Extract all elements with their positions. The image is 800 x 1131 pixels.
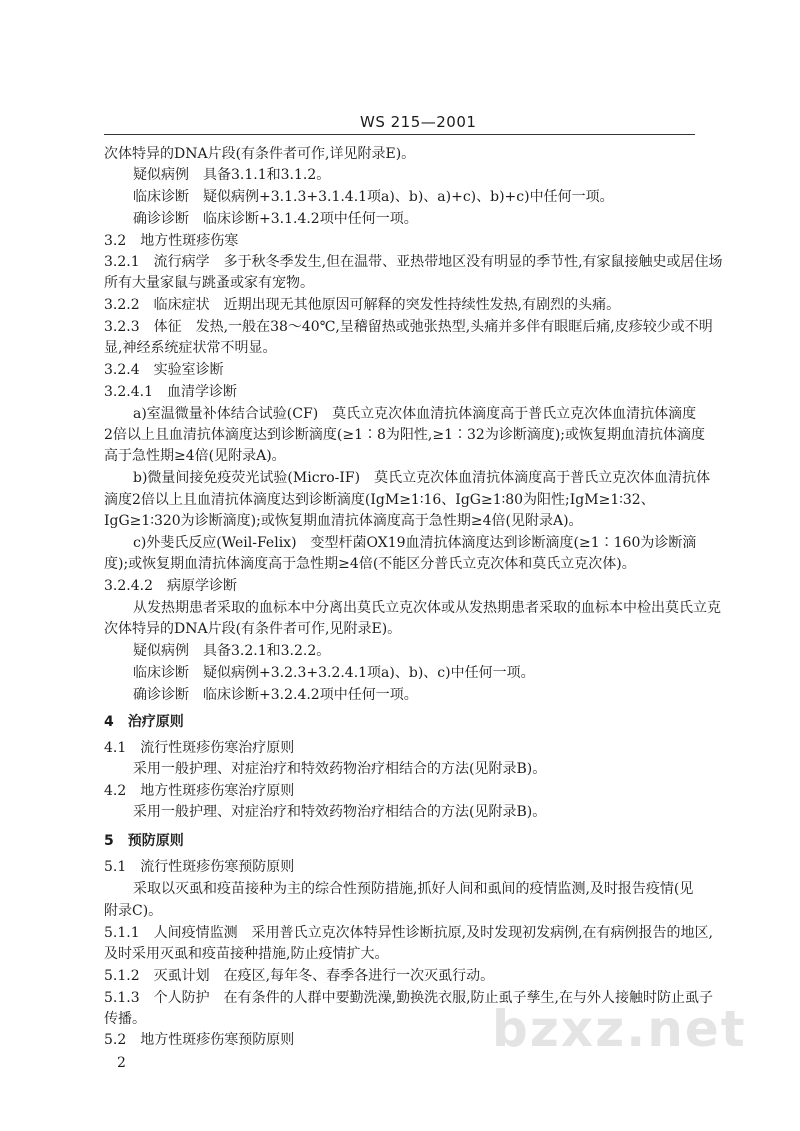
body-line: 附录C)。: [104, 903, 163, 919]
section-heading: 5.1 流行性斑疹伤寒预防原则: [104, 859, 295, 875]
body-line: 确诊诊断 临床诊断+3.2.4.2项中任何一项。: [133, 687, 418, 703]
section-heading: 5.2 地方性斑疹伤寒预防原则: [104, 1032, 295, 1048]
body-line: 疑似病例 具备3.1.1和3.1.2。: [133, 167, 331, 183]
body-line: a)室温微量补体结合试验(CF) 莫氏立克次体血清抗体滴度高于普氏立克次体血清抗体滴度: [133, 406, 697, 422]
body-line: 临床诊断 疑似病例+3.2.3+3.2.4.1项a)、b)、c)中任何一项。: [133, 665, 535, 681]
body-line: 2倍以上且血清抗体滴度达到诊断滴度(≥1∶8为阳性,≥1∶32为诊断滴度);或恢复期血清抗体滴度: [104, 427, 705, 443]
section-heading: 4.2 地方性斑疹伤寒治疗原则: [104, 783, 295, 799]
body-line: 5.1.2 灭虱计划 在疫区,每年冬、春季各进行一次灭虱行动。: [104, 968, 495, 984]
page-number: 2: [117, 1055, 126, 1071]
document-header: WS 215—2001: [360, 113, 477, 131]
body-line: c)外斐氏反应(Weil-Felix) 变型杆菌OX19血清抗体滴度达到诊断滴度(≥1∶160为诊断滴: [133, 535, 697, 551]
body-line: 及时采用灭虱和疫苗接种措施,防止疫情扩大。: [104, 946, 389, 962]
body-line: 3.2.1 流行病学 多于秋冬季发生,但在温带、亚热带地区没有明显的季节性,有家鼠接触史或居住场: [104, 254, 723, 270]
body-line: 3.2.3 体征 发热,一般在38～40℃,呈稽留热或弛张热型,头痛并多伴有眼眶后痛,皮疹较少或不明: [104, 319, 713, 335]
header-rule: [104, 134, 695, 135]
section-heading: 4.1 流行性斑疹伤寒治疗原则: [104, 740, 295, 756]
section-heading: 3.2.4.1 血清学诊断: [104, 384, 237, 400]
watermark: bzxz.net: [492, 1000, 747, 1058]
body-line: 滴度2倍以上且血清抗体滴度达到诊断滴度(IgM≥1∶16、IgG≥1∶80为阳性;IgM≥1∶32、: [104, 492, 655, 508]
section-heading: 3.2.4.2 病原学诊断: [104, 578, 237, 594]
body-line: IgG≥1∶320为诊断滴度);或恢复期血清抗体滴度高于急性期≥4倍(见附录A)。: [104, 513, 583, 529]
chapter-heading: 4 治疗原则: [104, 714, 184, 730]
body-line: 采用一般护理、对症治疗和特效药物治疗相结合的方法(见附录B)。: [133, 761, 547, 777]
chapter-heading: 5 预防原则: [104, 833, 184, 849]
body-line: 度);或恢复期血清抗体滴度高于急性期≥4倍(不能区分普氏立克次体和莫氏立克次体)。: [104, 556, 636, 572]
body-line: b)微量间接免疫荧光试验(Micro-IF) 莫氏立克次体血清抗体滴度高于普氏立克次体血清抗体: [133, 470, 711, 486]
body-line: 采取以灭虱和疫苗接种为主的综合性预防措施,抓好人间和虱间的疫情监测,及时报告疫情(见: [133, 881, 694, 897]
body-line: 5.1.1 人间疫情监测 采用普氏立克次体特异性诊断抗原,及时发现初发病例,在有病例报告的地区,: [104, 925, 713, 941]
body-line: 确诊诊断 临床诊断+3.1.4.2项中任何一项。: [133, 211, 418, 227]
body-line: 5.1.3 个人防护 在有条件的人群中要勤洗澡,勤换洗衣服,防止虱子孳生,在与外人接触时防止虱子: [104, 990, 713, 1006]
body-line: 临床诊断 疑似病例+3.1.3+3.1.4.1项a)、b)、a)+c)、b)+c)中任何一项。: [133, 189, 614, 205]
body-line: 传播。: [104, 1011, 146, 1027]
body-line: 显,神经系统症状常不明显。: [104, 340, 277, 356]
body-line: 所有大量家鼠与跳蚤或家有宠物。: [104, 275, 314, 291]
body-line: 高于急性期≥4倍(见附录A)。: [104, 448, 286, 464]
body-line: 疑似病例 具备3.2.1和3.2.2。: [133, 643, 331, 659]
body-line: 3.2.2 临床症状 近期出现无其他原因可解释的突发性持续性发热,有剧烈的头痛。: [104, 297, 621, 313]
body-line: 次体特异的DNA片段(有条件者可作,见附录E)。: [104, 621, 402, 637]
body-line: 次体特异的DNA片段(有条件者可作,详见附录E)。: [104, 146, 416, 162]
body-line: 从发热期患者采取的血标本中分离出莫氏立克次体或从发热期患者采取的血标本中检出莫氏立克: [133, 600, 721, 616]
section-heading: 3.2 地方性斑疹伤寒: [104, 233, 239, 249]
section-heading: 3.2.4 实验室诊断: [104, 362, 224, 378]
body-line: 采用一般护理、对症治疗和特效药物治疗相结合的方法(见附录B)。: [133, 804, 547, 820]
